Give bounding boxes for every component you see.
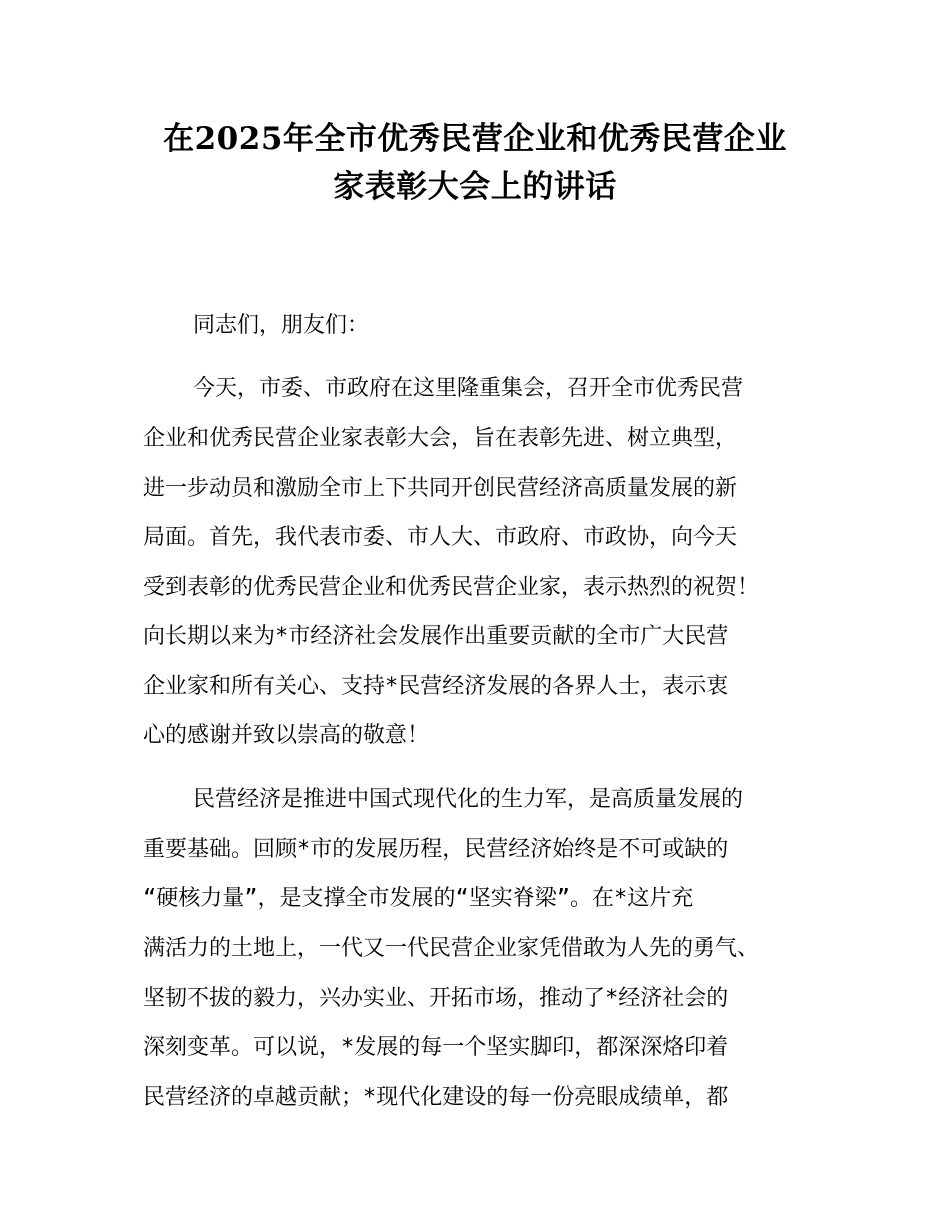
- document-title-line-2: 家表彰大会上的讲话: [333, 169, 617, 205]
- paragraph-1-line: 企业家和所有关心、支持*民营经济发展的各界人士，表示衷: [143, 674, 729, 699]
- paragraph-1-line: 今天，市委、市政府在这里隆重集会，召开全市优秀民营: [193, 376, 744, 401]
- paragraph-2-line: 坚韧不拔的毅力，兴办实业、开拓市场，推动了*经济社会的: [143, 986, 729, 1011]
- paragraph-2-line: 民营经济的卓越贡献；*现代化建设的每一份亮眼成绩单，都: [143, 1085, 729, 1110]
- paragraph-2-line: 重要基础。回顾*市的发展历程，民营经济始终是不可或缺的: [143, 837, 729, 862]
- paragraph-2-line: “硬核力量”，是支撑全市发展的“坚实脊梁”。在*这片充: [143, 886, 694, 911]
- paragraph-1-line: 局面。首先，我代表市委、市人大、市政府、市政协，向今天: [143, 525, 738, 550]
- paragraph-2-line: 民营经济是推进中国式现代化的生力军，是高质量发展的: [193, 787, 744, 812]
- document-title-line-1: 在2025年全市优秀民营企业和优秀民营企业: [163, 121, 787, 157]
- paragraph-1-line: 向长期以来为*市经济社会发展作出重要贡献的全市广大民营: [143, 624, 729, 649]
- greeting: 同志们，朋友们：: [193, 313, 370, 338]
- paragraph-1-line: 进一步动员和激励全市上下共同开创民营经济高质量发展的新: [143, 476, 738, 501]
- paragraph-1-line: 心的感谢并致以崇高的敬意！: [143, 723, 430, 748]
- paragraph-1-line: 企业和优秀民营企业家表彰大会，旨在表彰先进、树立典型，: [143, 426, 738, 451]
- paragraph-2-line: 深刻变革。可以说，*发展的每一个坚实脚印，都深深烙印着: [143, 1035, 729, 1060]
- paragraph-1-line: 受到表彰的优秀民营企业和优秀民营企业家，表示热烈的祝贺！: [143, 575, 760, 600]
- paragraph-2-line: 满活力的土地上，一代又一代民营企业家凭借敢为人先的勇气、: [143, 936, 760, 961]
